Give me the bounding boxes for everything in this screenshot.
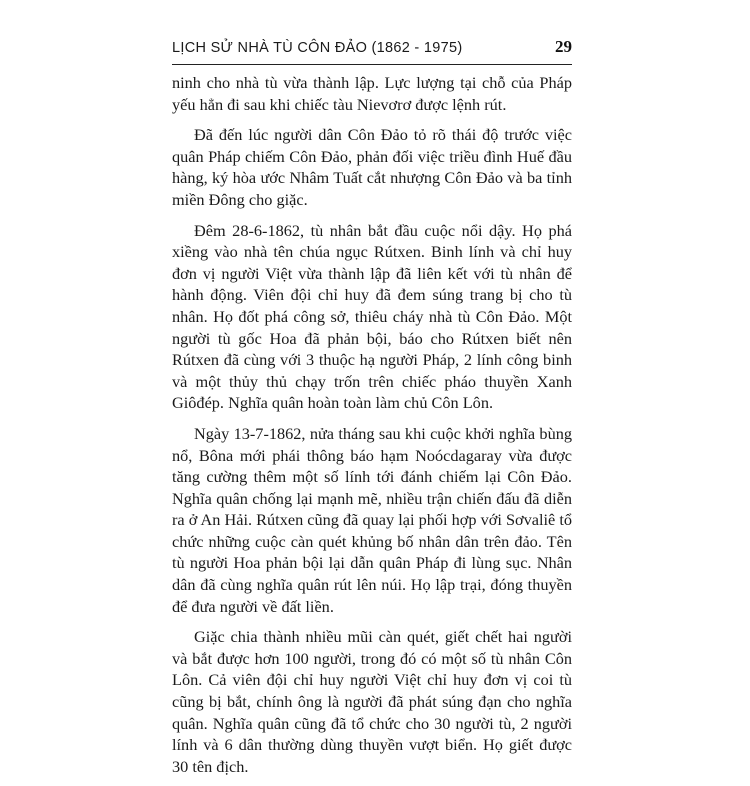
paragraph: Đã đến lúc người dân Côn Đảo tỏ rõ thái độ trước việc quân Pháp chiếm Côn Đảo, phản đối việc triều đình Huế đầu hàng, ký hòa ước Nhâm Tuất cắt nhượng Côn Đảo và ba tỉnh miền Đông cho giặc. (172, 125, 572, 209)
paragraph: Ngày 13-7-1862, nửa tháng sau khi cuộc khởi nghĩa bùng nổ, Bôna mới phái thông báo hạm Noócdagaray vừa được tăng cường thêm một số lính tới đánh chiếm lại Côn Đảo. Nghĩa quân chống lại mạnh mẽ, nhiều trận chiến đấu đã diễn ra ở An Hải. Rútxen cũng đã quay lại phối hợp với Sơvaliê tổ chức những cuộc càn quét khủng bố nhân dân trên đảo. Tên tù người Hoa phản bội lại dẫn quân Pháp đi lùng sục. Nhân dân đã cùng nghĩa quân rút lên núi. Họ lập trại, đóng thuyền để đưa người về đất liền. (172, 423, 572, 616)
page-number: 29 (555, 37, 572, 56)
running-header (172, 28, 572, 65)
running-title: LỊCH SỬ NHÀ TÙ CÔN ĐẢO (1862 - 1975) (172, 40, 463, 56)
paragraph: Đêm 28-6-1862, tù nhân bắt đầu cuộc nổi dậy. Họ phá xiềng vào nhà tên chúa ngục Rútxen. Binh lính và chỉ huy đơn vị người Việt vừa thành lập đã liên kết với tù nhân để hành động. Viên đội chỉ huy đã đem súng trang bị cho tù nhân. Họ đốt phá công sở, thiêu cháy nhà tù Côn Đảo. Một người tù gốc Hoa đã phản bội, báo cho Rútxen biết nên Rútxen đã cùng với 3 thuộc hạ người Pháp, 2 lính công binh và một thủy thủ chạy trốn trên chiếc pháo thuyền Xanh Giôđép. Nghĩa quân hoàn toàn làm chủ Côn Lôn. (172, 220, 572, 413)
body-text (172, 72, 572, 786)
paragraph: Giặc chia thành nhiều mũi càn quét, giết chết hai người và bắt được hơn 100 người, trong đó có một số tù nhân Côn Lôn. Cả viên đội chỉ huy người Việt chỉ huy đơn vị coi tù cũng bị bắt, chính ông là người đã phát súng đạn cho nghĩa quân. Nghĩa quân cũng đã tổ chức cho 30 người tù, 2 người lính và 6 dân thường dùng thuyền vượt biển. Họ giết được 30 tên địch. (172, 627, 572, 776)
paragraph-continuation: ninh cho nhà tù vừa thành lập. Lực lượng tại chỗ của Pháp yếu hẳn đi sau khi chiếc tàu Nievơrơ được lệnh rút. (172, 73, 572, 114)
